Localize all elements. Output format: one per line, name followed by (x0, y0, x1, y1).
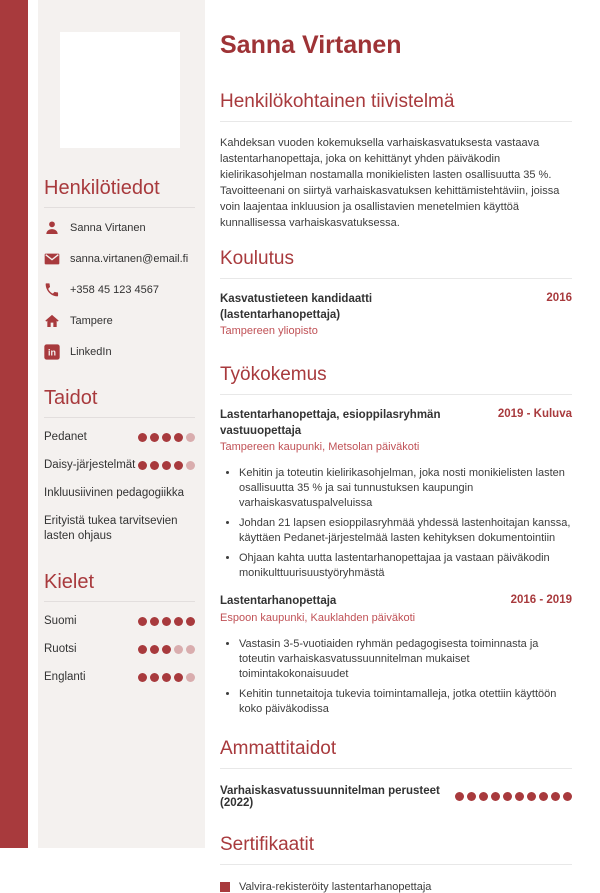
dot-empty-icon (186, 433, 195, 442)
skill-item (44, 430, 195, 445)
experience-section-heading: Työkokemus (220, 364, 327, 385)
dot-filled-icon (150, 645, 159, 654)
dot-filled-icon (174, 617, 183, 626)
certifications-section-heading: Sertifikaatit (220, 833, 314, 855)
home-icon (44, 313, 60, 329)
left-accent-bar (0, 0, 28, 848)
entry-organization: Tampereen yliopisto (220, 325, 318, 337)
dot-filled-icon (138, 617, 147, 626)
skill-item (44, 614, 195, 629)
languages-list (44, 614, 195, 685)
skill-level-dots (138, 461, 195, 470)
dot-filled-icon (150, 673, 159, 682)
dot-filled-icon (503, 792, 512, 801)
dot-filled-icon (138, 433, 147, 442)
dot-filled-icon (174, 433, 183, 442)
dot-filled-icon (150, 433, 159, 442)
dot-filled-icon (150, 617, 159, 626)
page-title: Sanna Virtanen (220, 31, 402, 59)
square-bullet-icon (220, 882, 230, 892)
skill-level-dots (138, 433, 195, 442)
skill-item (44, 514, 195, 544)
skill-item (44, 642, 195, 657)
experience-bullet: • Johdan 21 lapsen esioppilasryhmää yhdessä lastenhoitajan kanssa, käyttäen Pedanet-järjestelmää lasten kehityksen dokumentointiin (239, 516, 572, 546)
dot-filled-icon (174, 673, 183, 682)
dot-filled-icon (455, 792, 464, 801)
skill-level-dots (138, 645, 195, 654)
dot-filled-icon (174, 461, 183, 470)
linkedin-icon (44, 344, 60, 360)
resume-entry (220, 594, 572, 717)
sidebar (38, 0, 205, 848)
experience-bullet: • Ohjaan kahta uutta lastentarhanopettajaa ja vastaan päiväkodin monikulttuurisuustyöryhmästä (239, 551, 572, 581)
contact-item-text: LinkedIn (70, 346, 112, 358)
contact-item-text: Sanna Virtanen (70, 222, 146, 234)
experience-bullet: • Kehitin ja toteutin kielirikasohjelman, joka nosti monikielisten lasten osallisuutta 35 % ja sai tunnustuksen kaupungin varhaiskasvatuspalveluissa (239, 466, 572, 511)
entry-title: Kasvatustieteen kandidaatti (lastentarhanopettaja) (220, 293, 373, 321)
experience-bullet: • Kehitin tunnetaitoja tukevia toimintamalleja, jotka otettiin käyttöön koko päiväkodissa (239, 687, 572, 717)
contact-list (44, 220, 195, 360)
dot-filled-icon (551, 792, 560, 801)
contact-item (44, 220, 195, 236)
svg-text:in: in (48, 347, 56, 358)
divider (44, 601, 195, 602)
dot-filled-icon (479, 792, 488, 801)
dot-filled-icon (491, 792, 500, 801)
divider (44, 207, 195, 208)
experience-bullet: • Vastasin 3-5-vuotiaiden ryhmän pedagogisesta toiminnasta ja toteutin varhaiskasvatussuunnitelman mukaiset toimintakokonaisuudet (239, 637, 572, 682)
skill-item (44, 458, 195, 473)
user-icon (44, 220, 60, 236)
dot-filled-icon (138, 461, 147, 470)
skill-item (44, 670, 195, 685)
divider (220, 864, 572, 865)
divider (220, 121, 572, 122)
experience-bullet-list (226, 466, 572, 581)
skill-label: Inkluusiivinen pedagogiikka (44, 487, 185, 499)
dot-filled-icon (162, 645, 171, 654)
dot-filled-icon (138, 645, 147, 654)
professional-skills-section-heading: Ammattitaidot (220, 737, 337, 759)
contact-item (44, 251, 195, 267)
entry-organization: Tampereen kaupunki, Metsolan päiväkoti (220, 441, 420, 453)
dot-filled-icon (162, 461, 171, 470)
contact-item (44, 313, 195, 329)
dot-filled-icon (186, 617, 195, 626)
skill-label: Englanti (44, 671, 86, 683)
certification-item (220, 881, 572, 893)
dot-empty-icon (174, 645, 183, 654)
entry-dates: 2016 - 2019 (510, 594, 572, 606)
resume-entry (220, 408, 572, 581)
entry-title: Lastentarhanopettaja (220, 595, 337, 607)
email-icon (44, 251, 60, 267)
contact-item (44, 282, 195, 298)
dot-filled-icon (527, 792, 536, 801)
skill-label: Ruotsi (44, 643, 77, 655)
dot-empty-icon (186, 673, 195, 682)
skill-item (44, 486, 195, 501)
dot-filled-icon (563, 792, 572, 801)
divider (220, 278, 572, 279)
dot-empty-icon (186, 461, 195, 470)
dot-filled-icon (162, 433, 171, 442)
experience-bullet-list (226, 637, 572, 717)
divider (220, 394, 572, 395)
dot-filled-icon (138, 673, 147, 682)
dot-filled-icon (162, 617, 171, 626)
entry-organization: Espoon kaupunki, Kauklahden päiväkoti (220, 611, 416, 624)
skill-label: Daisy-järjestelmät (44, 459, 136, 471)
professional-skills-list (220, 785, 572, 809)
divider (44, 417, 195, 418)
contact-item-text: Tampere (70, 315, 113, 327)
education-list (220, 292, 572, 338)
contact-item-text: +358 45 123 4567 (70, 284, 160, 296)
dot-filled-icon (515, 792, 524, 801)
divider (220, 768, 572, 769)
skill-label: Pedanet (44, 431, 87, 443)
dot-filled-icon (539, 792, 548, 801)
summary-section-heading: Henkilökohtainen tiivistelmä (220, 91, 455, 112)
entry-dates: 2019 - Kuluva (497, 408, 572, 420)
main-column (220, 0, 572, 893)
phone-icon (44, 282, 60, 298)
entry-dates: 2016 (546, 292, 572, 304)
skill-label: Erityistä tukea tarvitsevien lasten ohjaus (44, 515, 178, 542)
dot-filled-icon (162, 673, 171, 682)
experience-list (220, 408, 572, 717)
contact-item (44, 344, 195, 360)
skill-level-dots (138, 617, 195, 626)
certification-text: Valvira-rekisteröity lastentarhanopettaja (239, 880, 432, 893)
skill-label: Suomi (44, 615, 77, 627)
contact-item-text: sanna.virtanen@email.fi (70, 253, 189, 265)
skills-section-heading: Taidot (44, 387, 98, 409)
entry-title: Lastentarhanopettaja, esioppilasryhmän vastuuopettaja (220, 409, 441, 437)
languages-section-heading: Kielet (44, 571, 95, 593)
skill-level-dots (455, 792, 572, 801)
summary-paragraph: Kahdeksan vuoden kokemuksella varhaiskasvatuksesta vastaava lastentarhanopettaja, joka on kehittänyt yhden päiväkodin kielirikasohjelman nostamalla monikielisten lasten osallisuutta 35 %. Tavoitteenani on siirtyä varhaiskasvatuksen kehittämistehtäviin, joissa voin laajentaa inkluusion ja osallistavien menetelmien käyttöä kunnallisessa varhaiskasvatuksessa. (220, 137, 560, 229)
resume-entry (220, 292, 572, 338)
dot-filled-icon (467, 792, 476, 801)
certifications-list (220, 881, 572, 893)
skills-list (44, 430, 195, 544)
professional-skill-label: Varhaiskasvatussuunnitelman perusteet (2022) (220, 784, 440, 809)
dot-filled-icon (150, 461, 159, 470)
skill-level-dots (138, 673, 195, 682)
dot-empty-icon (186, 645, 195, 654)
contact-section-heading: Henkilötiedot (44, 177, 160, 199)
professional-skill-item (220, 785, 572, 809)
education-section-heading: Koulutus (220, 248, 294, 269)
profile-photo-placeholder (60, 32, 180, 148)
